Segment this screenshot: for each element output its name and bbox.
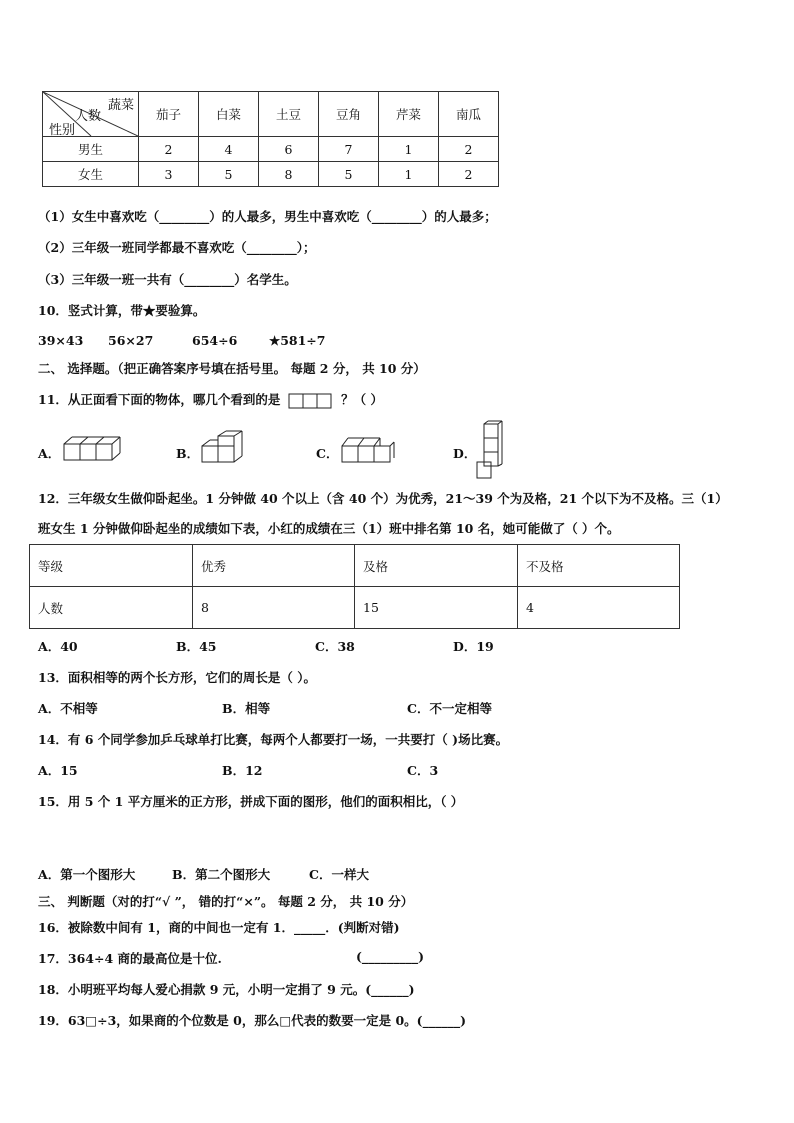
diagonal-header-cell [43, 92, 139, 137]
cube-figure-d-icon [474, 420, 504, 482]
table-header-cell: 优秀 [193, 545, 355, 587]
q14-option: B．12 [222, 763, 263, 778]
table-cell: 8 [193, 587, 355, 629]
table-cell: 7 [319, 137, 379, 162]
column-header: 茄子 [139, 92, 199, 137]
q10-item: ★581÷7 [269, 333, 326, 348]
q17-text: 17．364÷4 商的最高位是十位. [38, 951, 222, 966]
table-cell: 2 [439, 162, 499, 187]
table-header-cell: 等级 [30, 545, 193, 587]
table-cell: 人数 [30, 587, 193, 629]
q11-option-label: A． [38, 446, 61, 461]
column-header: 南瓜 [439, 92, 499, 137]
q14-option: C．3 [407, 763, 439, 778]
q14-text: 14．有 6 个同学参加乒乓球单打比赛，每两个人都要打一场，一共要打（ )场比赛。 [38, 732, 509, 747]
q9-part2: （2）三年级一班同学都最不喜欢吃（________）； [38, 240, 316, 255]
table-cell: 1 [379, 137, 439, 162]
q13-option: B．相等 [222, 701, 271, 716]
q13-option: C．不一定相等 [407, 701, 492, 716]
q15-option: C．一样大 [309, 867, 369, 882]
q10-item: 654÷6 [192, 333, 238, 348]
q15-text: 15．用 5 个 1 平方厘米的正方形，拼成下面的图形，他们的面积相比，（ ） [38, 794, 464, 809]
q15-option: B．第二个图形大 [172, 867, 271, 882]
vegetable-table [42, 91, 499, 187]
q11-option-label: B． [176, 446, 200, 461]
q18-text: 18．小明班平均每人爱心捐款 9 元，小明一定捐了 9 元。(______) [38, 982, 415, 997]
q11-text-before: 11．从正面看下面的物体，哪几个看到的是 [38, 392, 281, 407]
q13-option: A．不相等 [38, 701, 98, 716]
table-header-cell: 不及格 [518, 545, 680, 587]
table-cell: 2 [139, 137, 199, 162]
q9-part3: （3）三年级一班一共有（________）名学生。 [38, 272, 297, 287]
table-cell: 1 [379, 162, 439, 187]
q10-title: 10．竖式计算，带★要验算。 [38, 303, 206, 318]
grade-table [29, 544, 680, 629]
q12-text-line1: 12．三年级女生做仰卧起坐。1 分钟做 40 个以上（含 40 个）为优秀，21～39 个为及格，21 个以下为不及格。三（1） [38, 491, 728, 506]
table-row [43, 162, 499, 187]
table-cell: 5 [199, 162, 259, 187]
q10-item: 56×27 [108, 333, 154, 348]
table-cell: 4 [199, 137, 259, 162]
cube-figure-a-icon [62, 434, 124, 464]
section-3-heading: 三、 判断题（对的打“√ ”， 错的打“×”。 每题 2 分， 共 10 分） [38, 894, 414, 909]
q16-text: 16．被除数中间有 1，商的中间也一定有 1．_____．(判断对错) [38, 920, 400, 935]
table-row [30, 545, 680, 587]
q15-option: A．第一个图形大 [38, 867, 136, 882]
table-header-cell: 及格 [355, 545, 518, 587]
column-header: 白菜 [199, 92, 259, 137]
q12-option: C．38 [315, 639, 355, 654]
q12-option: A．40 [38, 639, 78, 654]
q13-text: 13．面积相等的两个长方形，它们的周长是（ ）。 [38, 670, 316, 685]
table-cell: 3 [139, 162, 199, 187]
row-label: 女生 [43, 162, 139, 187]
q12-text-line2: 班女生 1 分钟做仰卧起坐的成绩如下表，小红的成绩在三（1）班中排名第 10 名，她可能做了（ ）个。 [38, 521, 620, 536]
q17-answer-blank[interactable]: (_________) [356, 949, 425, 964]
q19-text: 19．63□÷3，如果商的个位数是 0，那么□代表的数要一定是 0。(______) [38, 1013, 467, 1028]
column-header: 芹菜 [379, 92, 439, 137]
three-square-row-icon [288, 393, 334, 409]
row-label: 男生 [43, 137, 139, 162]
table-row [30, 587, 680, 629]
header-vegetable: 蔬菜 [107, 98, 134, 113]
column-header: 豆角 [319, 92, 379, 137]
q12-option: B．45 [176, 639, 217, 654]
cube-figure-b-icon [198, 430, 252, 466]
q11-text [38, 390, 383, 409]
q11-option-label: C． [316, 446, 339, 461]
column-header: 土豆 [259, 92, 319, 137]
q9-part1: （1）女生中喜欢吃（________）的人最多，男生中喜欢吃（________）的人最多； [38, 209, 497, 224]
table-cell: 8 [259, 162, 319, 187]
table-cell: 2 [439, 137, 499, 162]
header-gender: 性别 [49, 123, 76, 138]
section-2-heading: 二、 选择题。（把正确答案序号填在括号里。 每题 2 分， 共 10 分） [38, 361, 426, 376]
table-row [43, 137, 499, 162]
q11-option-label: D． [453, 446, 477, 461]
q10-item: 39×43 [38, 333, 84, 348]
q12-option: D．19 [453, 639, 494, 654]
q14-option: A．15 [38, 763, 78, 778]
table-cell: 6 [259, 137, 319, 162]
table-cell: 5 [319, 162, 379, 187]
q11-text-after: ？（ ） [341, 392, 383, 407]
table-cell: 4 [518, 587, 680, 629]
header-count: 人数 [75, 109, 102, 124]
cube-figure-c-icon [340, 434, 396, 466]
table-cell: 15 [355, 587, 518, 629]
